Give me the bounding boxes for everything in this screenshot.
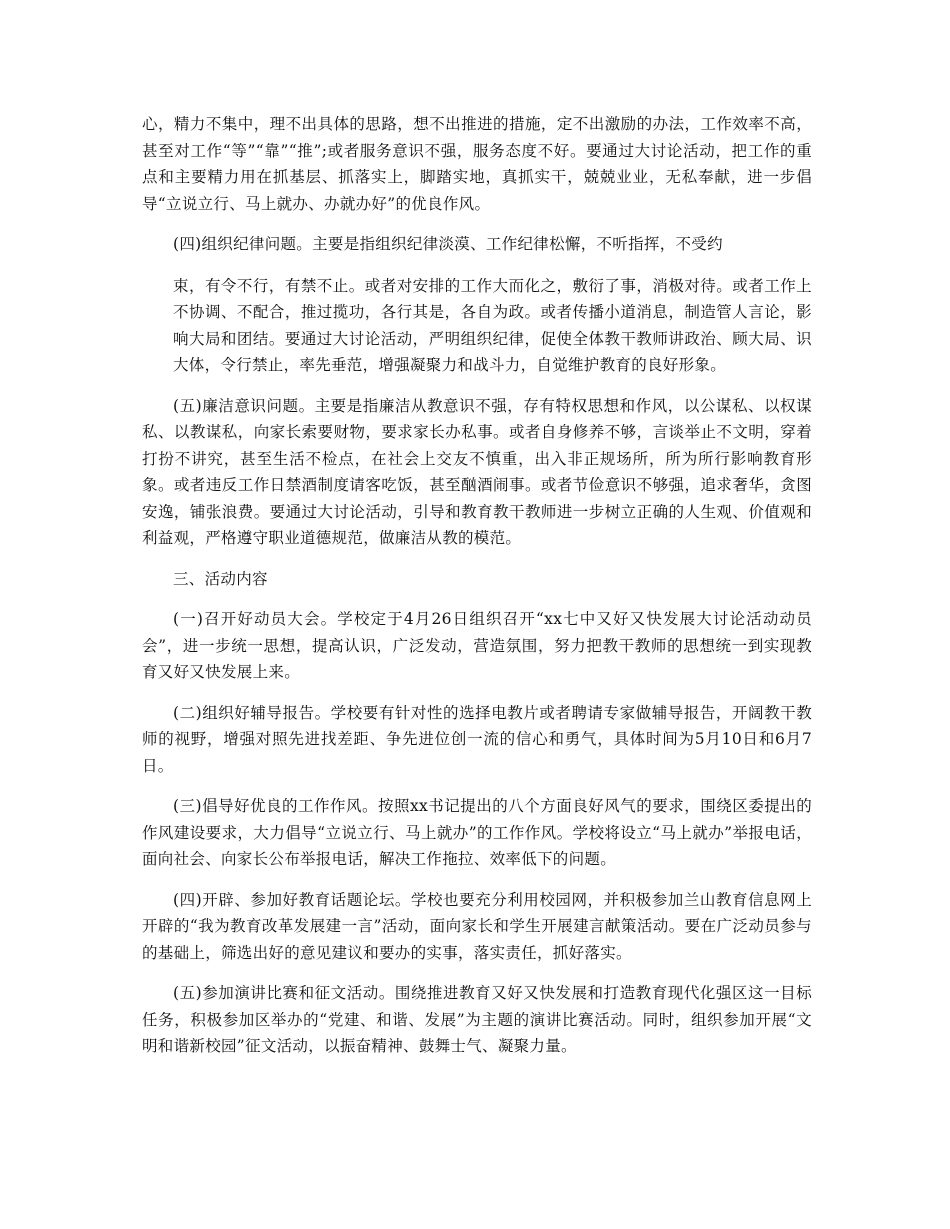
section-heading-activity-content: 三、活动内容 [173, 569, 268, 588]
paragraph-discipline-body: 束，有令不行，有禁不止。或者对安排的工作大而化之，敷衍了事，消极对待。或者工作上不协调、不配合，推过揽功，各行其是，各自为政。或者传播小道消息，制造管人言论，影响大局和团结。要通过大讨论活动，严明组织纪律，促使全体教干教师讲政治、顾大局、识大体，令行禁止，率先垂范，增强凝聚力和战斗力，自觉维护教育的良好形象。 [173, 276, 812, 374]
paragraph-mobilization-meeting: (一)召开好动员大会。学校定于4月26日组织召开“xx七中又好又快发展大讨论活动动员会”，进一步统一思想，提高认识，广泛发动，营造氛围，努力把教干教师的思想统一到实现教育又好又快发展上来。 [142, 610, 812, 681]
paragraph-discipline-title: (四)组织纪律问题。主要是指组织纪律淡漠、工作纪律松懈，不听指挥，不受约 [173, 235, 723, 253]
document-body [142, 111, 812, 1074]
paragraph-education-forum: (四)开辟、参加好教育话题论坛。学校也要充分利用校园网，并积极参加兰山教育信息网上开辟的“我为教育改革发展建一言”活动，面向家长和学生开展建言献策活动。要在广泛动员参与的基础上，筛选出好的意见建议和要办的实事，落实责任，抓好落实。 [142, 890, 812, 962]
paragraph-integrity: (五)廉洁意识问题。主要是指廉洁从教意识不强，存有特权思想和作风，以公谋私、以权谋私、以教谋私，向家长索要财物，要求家长办私事。或者自身修养不够，言谈举止不文明，穿着打扮不讲究，甚至生活不检点，在社会上交友不慎重，出入非正规场所，所为所行影响教育形象。或者违反工作日禁酒制度请客吃饭，甚至酗酒闹事。或者节俭意识不够强，追求奢华，贪图安逸，铺张浪费。要通过大讨论活动，引导和教育教干教师进一步树立正确的人生观、价值观和利益观，严格遵守职业道德规范，做廉洁从教的模范。 [142, 396, 812, 547]
paragraph-guidance-report: (二)组织好辅导报告。学校要有针对性的选择电教片或者聘请专家做辅导报告，开阔教干教师的视野，增强对照先进找差距、争先进位创一流的信心和勇气，具体时间为5月10日和6月7日。 [142, 703, 812, 775]
paragraph-speech-essay: (五)参加演讲比赛和征文活动。围绕推进教育又好又快发展和打造教育现代化强区这一目标任务，积极参加区举办的“党建、和谐、发展”为主题的演讲比赛活动。同时，组织参加开展“文明和谐新校园”征文活动，以振奋精神、鼓舞士气、凝聚力量。 [142, 984, 812, 1055]
paragraph-work-style: 心，精力不集中，理不出具体的思路，想不出推进的措施，定不出激励的办法，工作效率不高，甚至对工作“等”“靠”“推”;或者服务意识不强，服务态度不好。要通过大讨论活动，把工作的重点和主要精力用在抓基层、抓落实上，脚踏实地，真抓实干，兢兢业业，无私奉献，进一步倡导“立说立行、马上就办、办就办好”的优良作风。 [142, 115, 812, 213]
paragraph-work-style-advocacy: (三)倡导好优良的工作作风。按照xx书记提出的八个方面良好风气的要求，围绕区委提出的作风建设要求，大力倡导“立说立行、马上就办”的工作作风。学校将设立“马上就办”举报电话，面向社会、向家长公布举报电话，解决工作拖拉、效率低下的问题。 [142, 797, 812, 868]
